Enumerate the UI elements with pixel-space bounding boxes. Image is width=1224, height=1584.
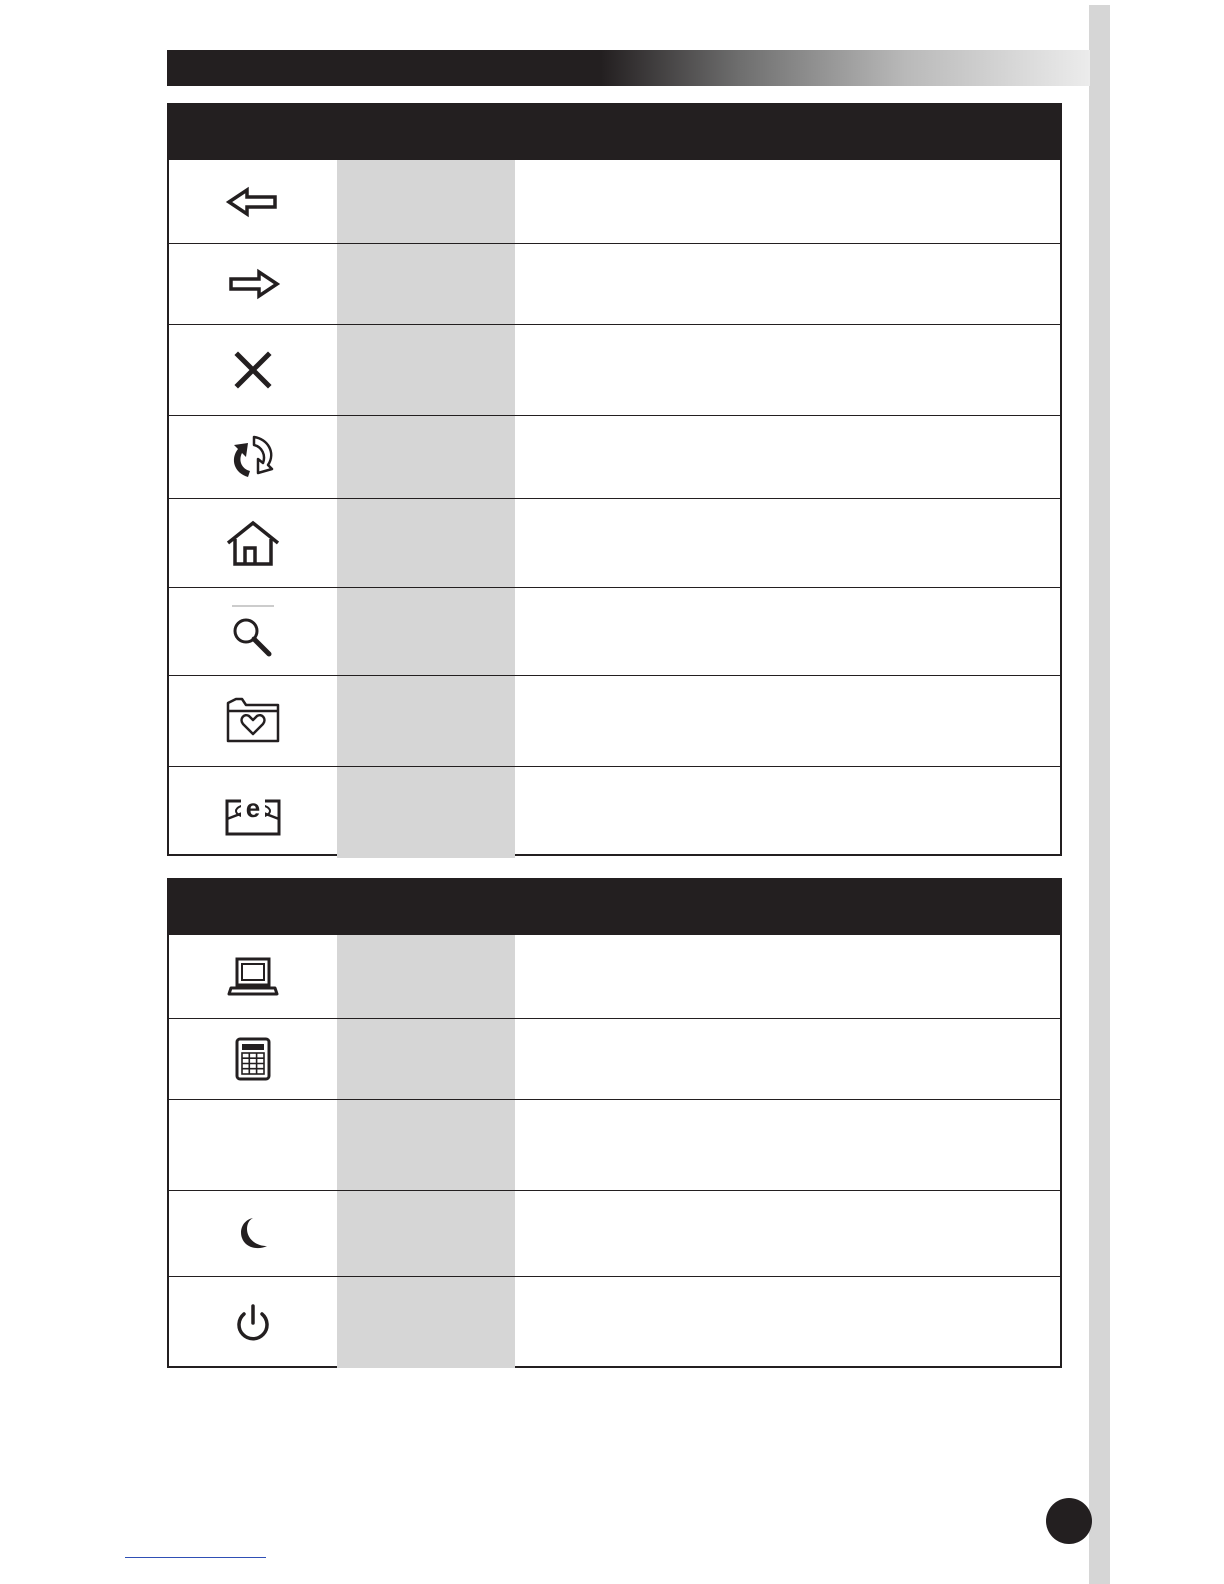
key-name-cell [337, 1100, 515, 1190]
table-row [169, 675, 1060, 766]
computer-icon [227, 956, 279, 998]
section-header-bar [167, 50, 1090, 86]
table-row [169, 159, 1060, 243]
key-name-cell [337, 1277, 515, 1368]
key-name-cell [337, 1019, 515, 1099]
calculator-icon [235, 1037, 271, 1081]
key-description-cell [515, 935, 1060, 1018]
table-row [169, 1099, 1060, 1190]
key-description-cell [515, 767, 1060, 858]
key-table-browser [167, 103, 1062, 856]
key-description-cell [515, 1019, 1060, 1099]
footer-link-underline [125, 1557, 266, 1558]
table-row [169, 766, 1060, 858]
table-header [169, 105, 1060, 159]
key-description-cell [515, 1191, 1060, 1276]
key-name-cell [337, 588, 515, 675]
key-description-cell [515, 1277, 1060, 1368]
forward-arrow-icon [225, 268, 281, 300]
key-table-system [167, 878, 1062, 1368]
table-row [169, 587, 1060, 675]
key-description-cell [515, 160, 1060, 243]
table-row [169, 415, 1060, 498]
table-row [169, 498, 1060, 587]
svg-text:e: e [245, 792, 261, 823]
key-description-cell [515, 416, 1060, 498]
home-icon [225, 519, 281, 567]
page-number-badge [1046, 1498, 1092, 1544]
key-description-cell [515, 676, 1060, 766]
key-description-cell [515, 1100, 1060, 1190]
key-description-cell [515, 325, 1060, 415]
stop-x-icon [233, 350, 273, 390]
key-name-cell [337, 416, 515, 498]
back-arrow-icon [225, 186, 281, 218]
table-row [169, 934, 1060, 1018]
key-name-cell [337, 325, 515, 415]
table-row [169, 1190, 1060, 1276]
table-row [169, 1276, 1060, 1368]
key-description-cell [515, 588, 1060, 675]
search-icon [230, 605, 276, 659]
key-name-cell [337, 499, 515, 587]
key-name-cell [337, 767, 515, 858]
page-edge-strip [1089, 5, 1110, 1584]
table-header [169, 880, 1060, 934]
table-row [169, 1018, 1060, 1099]
key-description-cell [515, 499, 1060, 587]
power-icon [233, 1302, 273, 1344]
key-name-cell [337, 1191, 515, 1276]
table-row [169, 324, 1060, 415]
favorites-folder-icon [224, 697, 282, 745]
key-name-cell [337, 160, 515, 243]
sleep-moon-icon [233, 1214, 273, 1254]
key-name-cell [337, 676, 515, 766]
refresh-icon [226, 433, 280, 481]
key-description-cell [515, 244, 1060, 324]
table-row [169, 243, 1060, 324]
internet-mail-icon [224, 789, 282, 837]
key-name-cell [337, 935, 515, 1018]
key-name-cell [337, 244, 515, 324]
